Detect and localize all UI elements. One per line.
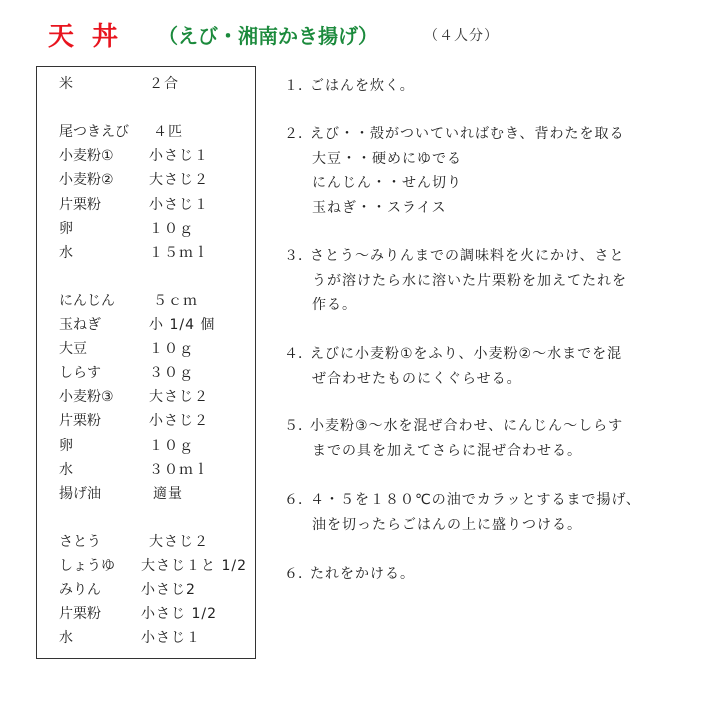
ingredient-amount: 小さじ 1/2 xyxy=(141,606,217,623)
ingredient-name: にんじん xyxy=(59,292,115,309)
dish-subtitle: （えび・湘南かき揚げ） xyxy=(158,24,378,48)
ingredient-amount: ４匹 xyxy=(153,124,183,141)
step-text: 作る。 xyxy=(312,297,357,313)
ingredient-amount: 小さじ１ xyxy=(141,630,201,647)
ingredient-amount: 小さじ１ xyxy=(149,148,209,165)
ingredient-amount: １０ｇ xyxy=(149,341,194,358)
ingredient-name: 卵 xyxy=(59,220,73,237)
ingredient-name: 米 xyxy=(59,76,73,92)
ingredient-amount: 小さじ２ xyxy=(149,413,209,430)
step-number: ４． xyxy=(284,346,312,362)
ingredient-amount: 小さじ１ xyxy=(149,196,209,213)
ingredient-amount: 適量 xyxy=(153,485,183,502)
step-text: さとう～みりんまでの調味料を火にかけ、さと xyxy=(310,248,625,264)
ingredient-amount: ２合 xyxy=(149,76,179,92)
step-text: うが溶けたら水に溶いた片栗粉を加えてたれを xyxy=(312,272,627,289)
ingredient-name: みりん xyxy=(59,582,101,599)
step-text: ぜ合わせたものにくぐらせる。 xyxy=(312,370,522,387)
ingredient-name: さとう xyxy=(59,533,101,550)
ingredient-name: 玉ねぎ xyxy=(59,317,101,333)
step-text: えびに小麦粉①をふり、小麦粉②～水までを混 xyxy=(310,346,623,362)
step-number: ６． xyxy=(284,492,312,508)
step-number: １． xyxy=(284,78,312,94)
ingredient-name: 小麦粉① xyxy=(59,148,114,165)
step-number: ３． xyxy=(284,248,312,264)
step-number: ５． xyxy=(284,418,312,434)
ingredient-amount: １５ｍｌ xyxy=(149,244,209,261)
ingredient-name: 水 xyxy=(59,630,73,647)
ingredient-name: 尾つきえび xyxy=(59,124,129,141)
step-text: ごはんを炊く。 xyxy=(310,78,415,94)
step-number: ６． xyxy=(284,566,312,582)
step-text: 大豆・・硬めにゆでる xyxy=(312,150,462,167)
ingredient-amount: ３０ｇ xyxy=(149,365,194,382)
ingredient-name: 片栗粉 xyxy=(59,196,101,213)
ingredient-amount: 大さじ２ xyxy=(149,389,209,406)
step-text: たれをかける。 xyxy=(310,566,415,582)
ingredient-amount: １０ｇ xyxy=(149,437,194,454)
ingredient-amount: 大さじ２ xyxy=(149,533,209,550)
ingredient-name: 水 xyxy=(59,244,73,261)
step-number: ２． xyxy=(284,126,312,142)
ingredient-name: 片栗粉 xyxy=(59,413,101,430)
ingredient-name: 小麦粉② xyxy=(59,172,114,189)
step-text: までの具を加えてさらに混ぜ合わせる。 xyxy=(312,442,582,459)
ingredient-name: 小麦粉③ xyxy=(59,389,114,406)
ingredient-amount: ３０ｍｌ xyxy=(149,461,209,478)
ingredient-name: 片栗粉 xyxy=(59,606,101,623)
ingredient-name: 揚げ油 xyxy=(59,485,101,502)
step-text: 小麦粉③～水を混ぜ合わせ、にんじん～しらす xyxy=(310,418,624,434)
ingredient-name: 卵 xyxy=(59,437,73,454)
ingredient-amount: 小 1/4 個 xyxy=(149,317,216,333)
step-text: 油を切ったらごはんの上に盛りつける。 xyxy=(312,516,582,533)
ingredient-amount: １０ｇ xyxy=(149,220,194,237)
ingredient-name: 大豆 xyxy=(59,341,87,358)
ingredient-name: しらす xyxy=(59,365,101,382)
ingredient-amount: ５ｃｍ xyxy=(153,292,198,309)
step-text: ４・５を１８０℃の油でカラッとするまで揚げ、 xyxy=(310,492,641,508)
servings-label: （４人分） xyxy=(424,28,499,44)
ingredient-amount: 大さじ２ xyxy=(149,172,209,189)
ingredient-name: しょうゆ xyxy=(59,558,115,574)
ingredient-amount: 大さじ１と 1/2 xyxy=(141,558,247,574)
step-text: 玉ねぎ・・スライス xyxy=(312,199,447,216)
dish-name: 天丼 xyxy=(48,22,137,52)
step-text: にんじん・・せん切り xyxy=(312,175,462,191)
ingredients-box xyxy=(36,66,256,659)
ingredient-amount: 小さじ2 xyxy=(141,582,196,599)
ingredient-name: 水 xyxy=(59,461,73,478)
step-text: えび・・殻がついていればむき、背わたを取る xyxy=(310,126,625,142)
